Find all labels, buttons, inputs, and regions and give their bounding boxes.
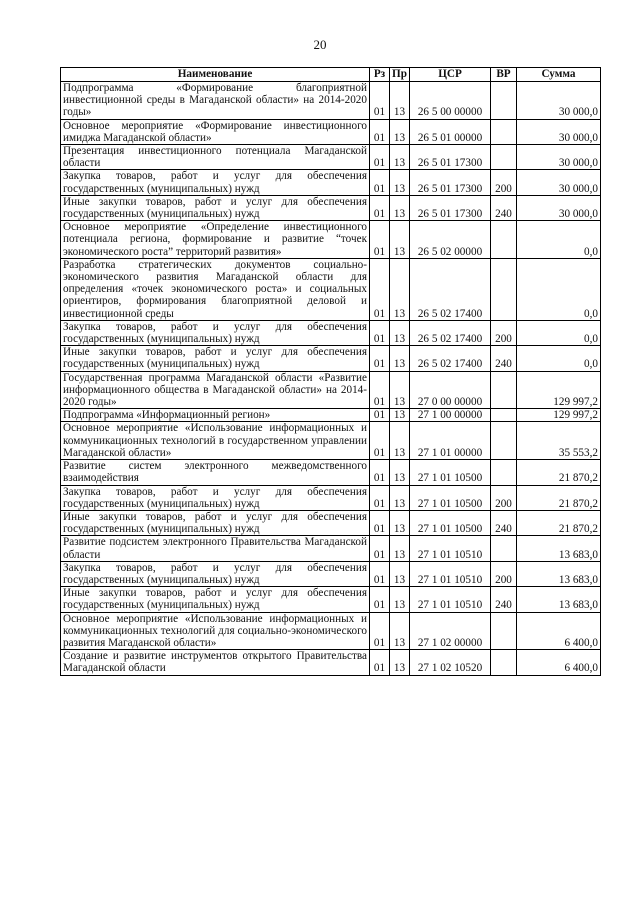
cell-csr: 27 1 01 10510 [410,587,491,612]
cell-rz: 01 [370,320,390,345]
cell-rz: 01 [370,650,390,675]
cell-vr [491,612,517,650]
cell-pr: 13 [390,346,410,371]
cell-vr [491,221,517,259]
cell-csr: 27 1 02 00000 [410,612,491,650]
cell-name: Иные закупки товаров, работ и услуг для обеспечения государственных (муниципальных) нужд [61,346,370,371]
cell-sum: 13 683,0 [517,561,601,586]
cell-rz: 01 [370,485,390,510]
cell-pr: 13 [390,561,410,586]
cell-vr: 200 [491,170,517,195]
cell-rz: 01 [370,221,390,259]
cell-vr [491,145,517,170]
cell-sum: 30 000,0 [517,145,601,170]
cell-csr: 26 5 01 17300 [410,195,491,220]
cell-sum: 6 400,0 [517,650,601,675]
cell-name: Основное мероприятие «Использование информационных и коммуникационных технологий в государственном управлении Магаданской области» [61,422,370,460]
cell-sum: 35 553,2 [517,422,601,460]
cell-sum: 21 870,2 [517,510,601,535]
table-row [61,145,601,170]
table-row [61,170,601,195]
table-row [61,422,601,460]
cell-vr: 240 [491,346,517,371]
cell-sum: 0,0 [517,258,601,320]
table-row [61,221,601,259]
column-header-vr: ВР [491,68,517,82]
cell-sum: 21 870,2 [517,485,601,510]
cell-vr [491,536,517,561]
cell-pr: 13 [390,195,410,220]
cell-csr: 26 5 01 17300 [410,170,491,195]
cell-sum: 30 000,0 [517,119,601,144]
table-row [61,82,601,120]
cell-pr: 13 [390,460,410,485]
table-row [61,510,601,535]
cell-pr: 13 [390,587,410,612]
cell-sum: 30 000,0 [517,195,601,220]
cell-name: Презентация инвестиционного потенциала Магаданской области [61,145,370,170]
cell-pr: 13 [390,510,410,535]
cell-rz: 01 [370,587,390,612]
cell-rz: 01 [370,510,390,535]
cell-pr: 13 [390,320,410,345]
table-row [61,587,601,612]
table-row [61,612,601,650]
cell-csr: 27 1 02 10520 [410,650,491,675]
table-row [61,195,601,220]
cell-name: Иные закупки товаров, работ и услуг для обеспечения государственных (муниципальных) нужд [61,510,370,535]
cell-name: Подпрограмма «Информационный регион» [61,409,370,422]
cell-rz: 01 [370,195,390,220]
cell-vr: 240 [491,195,517,220]
cell-sum: 6 400,0 [517,612,601,650]
cell-csr: 26 5 01 17300 [410,145,491,170]
cell-pr: 13 [390,650,410,675]
cell-sum: 0,0 [517,221,601,259]
cell-pr: 13 [390,145,410,170]
cell-pr: 13 [390,82,410,120]
cell-name: Развитие подсистем электронного Правительства Магаданской области [61,536,370,561]
table-body [61,82,601,676]
cell-name: Государственная программа Магаданской области «Развитие информационного общества в Магаданской области» на 2014-2020 годы» [61,371,370,409]
cell-vr: 200 [491,485,517,510]
cell-csr: 26 5 02 17400 [410,258,491,320]
table-row [61,561,601,586]
table-row [61,650,601,675]
table-row [61,258,601,320]
cell-name: Закупка товаров, работ и услуг для обеспечения государственных (муниципальных) нужд [61,485,370,510]
cell-sum: 129 997,2 [517,371,601,409]
table-row [61,371,601,409]
cell-pr: 13 [390,221,410,259]
cell-vr: 240 [491,510,517,535]
cell-sum: 13 683,0 [517,587,601,612]
column-header-sum: Сумма [517,68,601,82]
page-number: 20 [313,37,327,52]
cell-rz: 01 [370,82,390,120]
cell-csr: 26 5 02 17400 [410,346,491,371]
cell-name: Основное мероприятие «Использование информационных и коммуникационных технологий для социально-экономического развития Магаданской области» [61,612,370,650]
cell-vr: 200 [491,320,517,345]
cell-vr [491,371,517,409]
cell-name: Закупка товаров, работ и услуг для обеспечения государственных (муниципальных) нужд [61,320,370,345]
table-row [61,409,601,422]
cell-pr: 13 [390,170,410,195]
cell-csr: 27 1 01 10510 [410,536,491,561]
cell-rz: 01 [370,422,390,460]
cell-rz: 01 [370,460,390,485]
cell-pr: 13 [390,422,410,460]
cell-csr: 27 0 00 00000 [410,371,491,409]
cell-csr: 26 5 00 00000 [410,82,491,120]
cell-rz: 01 [370,536,390,561]
cell-rz: 01 [370,119,390,144]
cell-name: Закупка товаров, работ и услуг для обеспечения государственных (муниципальных) нужд [61,561,370,586]
cell-csr: 26 5 01 00000 [410,119,491,144]
cell-vr [491,82,517,120]
cell-pr: 13 [390,536,410,561]
cell-sum: 21 870,2 [517,460,601,485]
cell-rz: 01 [370,258,390,320]
cell-vr: 200 [491,561,517,586]
cell-vr [491,460,517,485]
table-row [61,485,601,510]
cell-name: Иные закупки товаров, работ и услуг для обеспечения государственных (муниципальных) нужд [61,587,370,612]
cell-pr: 13 [390,409,410,422]
cell-name: Подпрограмма «Формирование благоприятной инвестиционной среды в Магаданской области» на 2014-2020 годы» [61,82,370,120]
cell-vr [491,650,517,675]
cell-pr: 13 [390,485,410,510]
cell-name: Создание и развитие инструментов открытого Правительства Магаданской области [61,650,370,675]
table-row [61,460,601,485]
cell-csr: 27 1 01 10510 [410,561,491,586]
cell-vr [491,422,517,460]
column-header-csr: ЦСР [410,68,491,82]
table-header-row [61,68,601,82]
cell-pr: 13 [390,258,410,320]
cell-pr: 13 [390,119,410,144]
cell-name: Разработка стратегических документов социально-экономического развития Магаданской области для определения «точек экономического роста» и социальных ориентиров, формирования благоприятной деловой и инвестиционной среды [61,258,370,320]
cell-pr: 13 [390,371,410,409]
cell-csr: 26 5 02 17400 [410,320,491,345]
cell-pr: 13 [390,612,410,650]
cell-vr: 240 [491,587,517,612]
cell-sum: 0,0 [517,320,601,345]
column-header-pr: Пр [390,68,410,82]
cell-csr: 27 1 01 10500 [410,485,491,510]
table-row [61,119,601,144]
cell-vr [491,409,517,422]
cell-vr [491,258,517,320]
table-row [61,536,601,561]
cell-name: Основное мероприятие «Определение инвестиционного потенциала региона, формирование и развитие “точек экономического роста” территорий развития» [61,221,370,259]
cell-csr: 27 1 01 00000 [410,422,491,460]
cell-csr: 27 1 00 00000 [410,409,491,422]
column-header-name: Наименование [61,68,370,82]
cell-name: Основное мероприятие «Формирование инвестиционного имиджа Магаданской области» [61,119,370,144]
table-row [61,320,601,345]
cell-name: Развитие систем электронного межведомственного взаимодействия [61,460,370,485]
cell-csr: 27 1 01 10500 [410,510,491,535]
cell-rz: 01 [370,346,390,371]
cell-sum: 30 000,0 [517,170,601,195]
cell-name: Закупка товаров, работ и услуг для обеспечения государственных (муниципальных) нужд [61,170,370,195]
cell-rz: 01 [370,409,390,422]
table-row [61,346,601,371]
cell-name: Иные закупки товаров, работ и услуг для обеспечения государственных (муниципальных) нужд [61,195,370,220]
cell-vr [491,119,517,144]
cell-rz: 01 [370,170,390,195]
budget-table [60,67,601,676]
cell-sum: 13 683,0 [517,536,601,561]
cell-sum: 129 997,2 [517,409,601,422]
cell-sum: 0,0 [517,346,601,371]
cell-sum: 30 000,0 [517,82,601,120]
cell-rz: 01 [370,145,390,170]
cell-rz: 01 [370,612,390,650]
cell-csr: 27 1 01 10500 [410,460,491,485]
column-header-rz: Рз [370,68,390,82]
cell-rz: 01 [370,561,390,586]
cell-csr: 26 5 02 00000 [410,221,491,259]
cell-rz: 01 [370,371,390,409]
